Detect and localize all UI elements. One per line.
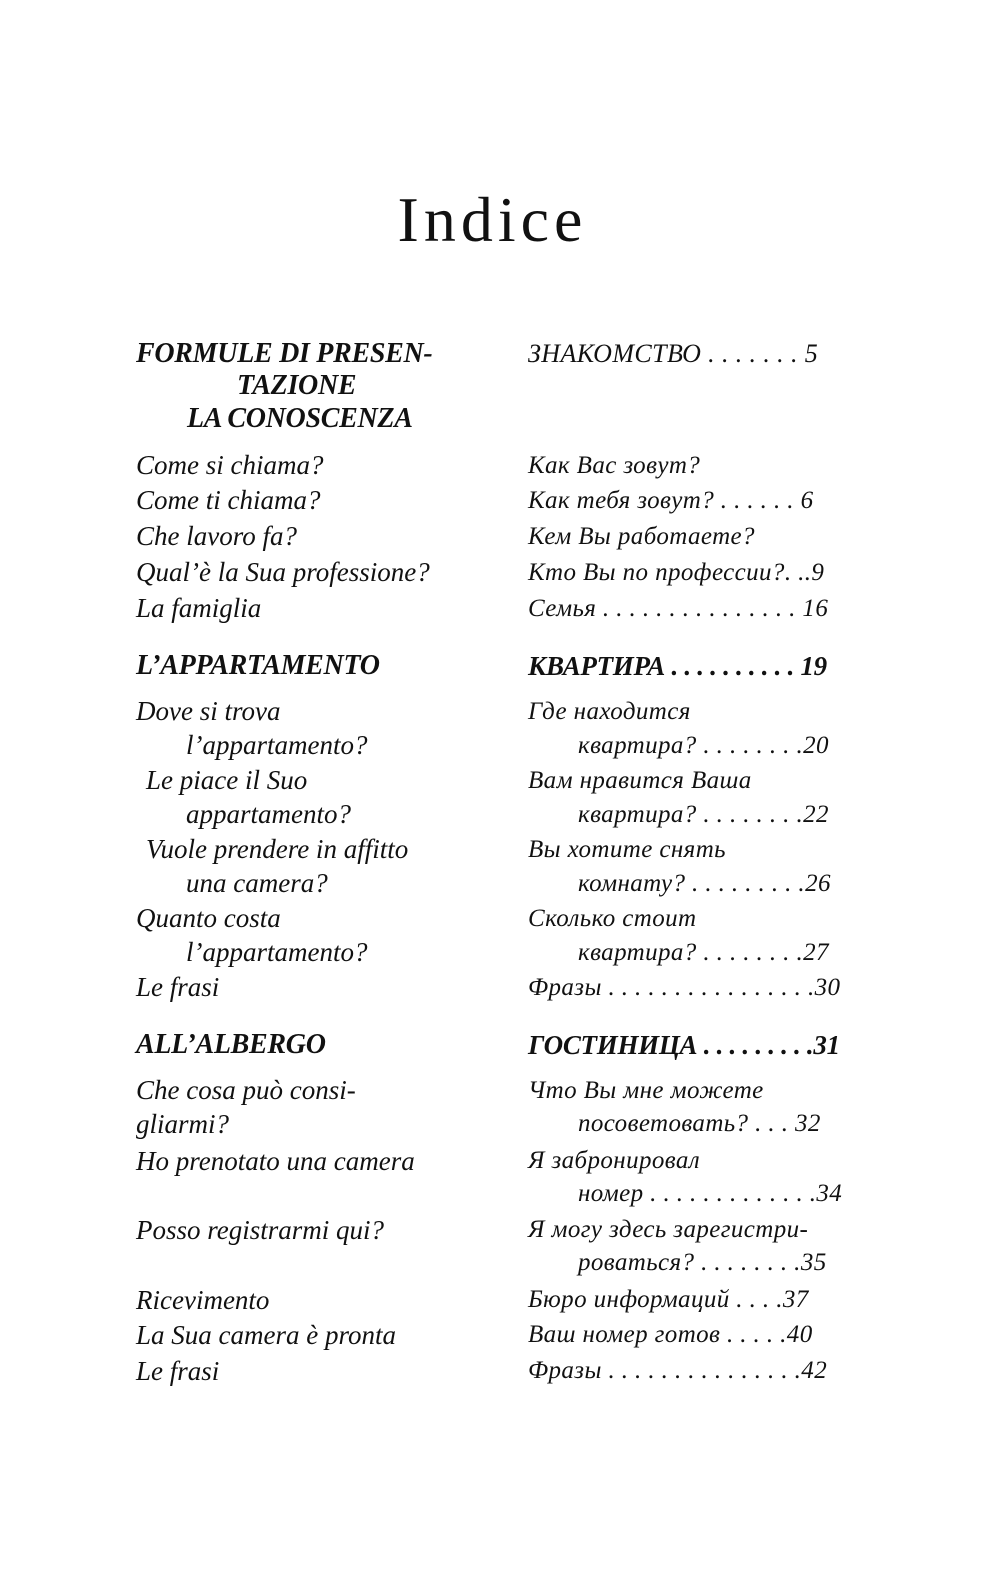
toc-entry-russian: Кем Вы работаете? — [528, 523, 755, 550]
toc-entry-italian: Le piace il Suo — [146, 765, 308, 795]
toc-entry-russian: Семья . . . . . . . . . . . . . . . 16 — [528, 595, 829, 622]
toc-entry-italian: La famiglia — [136, 593, 262, 623]
toc-entry-italian: La Sua camera è pronta — [136, 1320, 396, 1350]
toc-entry-russian: квартира? . . . . . . . .20 — [578, 732, 829, 759]
section-heading-italian: ALL’ALBERGO — [136, 1029, 326, 1060]
toc-entry-russian: Кто Вы по профессии?. ..9 — [528, 559, 825, 586]
toc-entry-russian: Ваш номер готов . . . . .40 — [528, 1321, 813, 1348]
toc-entry-russian: Бюро информаций . . . .37 — [528, 1286, 809, 1313]
toc-entry-italian: Che cosa può consi- — [136, 1075, 356, 1105]
section-heading-italian: FORMULE DI PRESEN- — [136, 338, 433, 369]
toc-entry-russian: роваться? . . . . . . . .35 — [578, 1249, 827, 1276]
toc-entry-italian: Qual’è la Sua professione? — [136, 557, 430, 587]
toc-entry-italian: Dove si trova — [136, 696, 281, 726]
toc-entry-italian: gliarmi? — [136, 1109, 230, 1139]
toc-entry-russian: Вам нравится Ваша — [528, 767, 752, 794]
toc-entry-italian: Ricevimento — [136, 1285, 270, 1315]
toc-entry-italian: Posso registrarmi qui? — [136, 1215, 385, 1245]
toc-entry-italian: l’appartamento? — [186, 937, 368, 967]
toc-entry-russian: квартира? . . . . . . . .27 — [578, 939, 829, 966]
toc-entry-italian: appartamento? — [186, 799, 351, 829]
toc-entry-russian: Фразы . . . . . . . . . . . . . . .42 — [528, 1357, 828, 1384]
toc-entry-italian: l’appartamento? — [186, 730, 368, 760]
toc-entry-italian: Ho prenotato una camera — [136, 1146, 415, 1176]
toc-entry-russian: комнату? . . . . . . . . .26 — [578, 870, 831, 897]
toc-entry-italian: Le frasi — [136, 1356, 220, 1386]
section-heading-italian: TAZIONE — [237, 370, 357, 401]
section-heading-russian: КВАРТИРА . . . . . . . . . . 19 — [528, 651, 827, 681]
toc-entry-italian: una camera? — [186, 868, 328, 898]
toc-entry-russian: Я забронировал — [528, 1147, 701, 1174]
toc-entry-russian: Я могу здесь зарегистри- — [528, 1216, 809, 1243]
toc-entry-russian: Вы хотите снять — [528, 836, 726, 863]
section-heading-russian: ГОСТИНИЦА . . . . . . . . .31 — [528, 1030, 840, 1060]
toc-entry-russian: квартира? . . . . . . . .22 — [578, 801, 829, 828]
toc-entry-italian: Vuole prendere in affitto — [146, 834, 409, 864]
toc-entry-russian: Где находится — [528, 698, 691, 725]
toc-entry-russian: посоветовать? . . . 32 — [578, 1110, 821, 1137]
toc-entry-italian: Che lavoro fa? — [136, 521, 297, 551]
toc-entry-russian: Как тебя зовут? . . . . . . 6 — [528, 487, 814, 514]
toc-entry-russian: Что Вы мне можете — [528, 1077, 764, 1104]
section-heading-italian: L’APPARTAMENTO — [136, 650, 380, 681]
section-heading-italian: LA CONOSCENZA — [187, 403, 413, 434]
toc-entry-russian: Как Вас зовут? — [528, 452, 701, 479]
toc-entry-russian: Сколько стоит — [528, 905, 697, 932]
toc-entry-italian: Come si chiama? — [136, 450, 324, 480]
toc-entry-italian: Le frasi — [136, 972, 220, 1002]
toc-entry-russian: Фразы . . . . . . . . . . . . . . . .30 — [528, 974, 841, 1001]
toc-entry-russian: номер . . . . . . . . . . . . .34 — [578, 1180, 843, 1207]
toc-entry-italian: Come ti chiama? — [136, 485, 321, 515]
section-heading-russian: ЗНАКОМСТВО . . . . . . . 5 — [528, 339, 819, 368]
page-title: Indice — [397, 184, 588, 255]
toc-entry-italian: Quanto costa — [136, 903, 281, 933]
